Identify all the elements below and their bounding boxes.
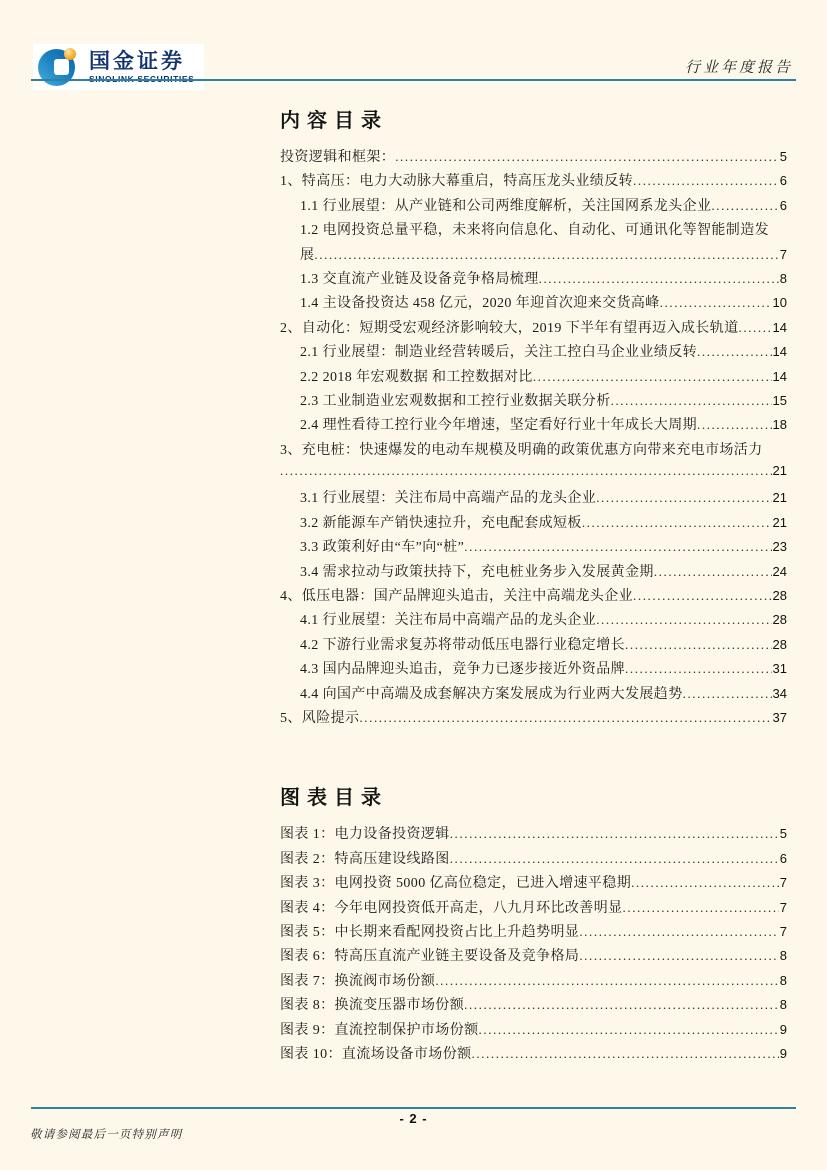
toc-entry — [280, 414, 787, 438]
toc-page-number: 9 — [779, 1021, 787, 1037]
toc-entry — [280, 512, 787, 536]
dot-leader — [611, 393, 772, 410]
toc-entry — [280, 317, 787, 341]
toc-entry-text: 4.1 行业展望：关注布局中高端产品的龙头企业 — [300, 613, 597, 629]
toc-page-number: 8 — [779, 948, 787, 964]
toc-entry — [280, 609, 787, 633]
toc-entry — [280, 945, 787, 969]
toc-list — [280, 146, 787, 731]
toc-entry — [280, 463, 787, 487]
toc-entry-text: 3.2 新能源车产销快速拉升，充电配套成短板 — [300, 515, 582, 531]
toc-entry-text: 图表 2：特高压建设线路图 — [280, 851, 450, 867]
toc-entry — [280, 366, 787, 390]
toc-entry-text: 图表 8：换流变压器市场份额 — [280, 998, 465, 1014]
toc-entry — [280, 658, 787, 682]
toc-page-number: 21 — [772, 514, 787, 530]
toc-entry-text: 图表 1：电力设备投资逻辑 — [280, 827, 450, 843]
dot-leader — [683, 686, 772, 703]
toc-page-number: 28 — [772, 588, 787, 604]
disclaimer-text: 敬请参阅最后一页特别声明 — [30, 1129, 183, 1141]
dot-leader — [697, 417, 772, 434]
toc-page-number: 23 — [772, 539, 787, 555]
toc-entry-text: 3.1 行业展望：关注布局中高端产品的龙头企业 — [300, 491, 597, 507]
toc-entry-text: 4.2 下游行业需求复苏将带动低压电器行业稳定增长 — [300, 637, 625, 653]
toc-page-number: 37 — [772, 709, 787, 725]
toc-entry — [280, 219, 787, 243]
figures-block — [280, 781, 787, 1067]
toc-entry — [280, 970, 787, 994]
toc-page-number: 8 — [779, 972, 787, 988]
dot-leader — [472, 1046, 779, 1063]
toc-title: 内容目录 — [280, 110, 388, 132]
dot-leader — [464, 997, 779, 1014]
page-number: - 2 - — [399, 1111, 428, 1126]
toc-entry — [280, 1019, 787, 1043]
toc-entry-text: 3、充电桩：快速爆发的电动车规模及明确的政策优惠方向带来充电市场活力 — [280, 442, 763, 458]
dot-leader — [654, 564, 772, 581]
dot-leader — [395, 149, 779, 166]
toc-page-number: 21 — [772, 490, 787, 506]
toc-page-number: 14 — [772, 368, 787, 384]
toc-entry-text: 1、特高压：电力大动脉大幕重启，特高压龙头业绩反转 — [280, 174, 633, 190]
toc-page-number: 6 — [779, 197, 787, 213]
toc-entry-text: 2.2 2018 年宏观数据 和工控数据对比 — [300, 369, 533, 385]
toc-page-number: 7 — [779, 875, 787, 891]
dot-leader — [711, 198, 778, 215]
toc-entry — [280, 872, 787, 896]
toc-entry-text: 图表 5：中长期来看配网投资占比上升趋势明显 — [280, 924, 580, 940]
dot-leader — [435, 973, 778, 990]
dot-leader — [464, 539, 771, 556]
toc-entry-text: 4.3 国内品牌迎头追击，竞争力已逐步接近外资品牌 — [300, 662, 625, 678]
figures-list — [280, 823, 787, 1067]
toc-entry — [280, 341, 787, 365]
dot-leader — [582, 515, 772, 532]
toc-page-number: 5 — [779, 149, 787, 164]
dot-leader — [539, 271, 779, 288]
toc-entry-text: 图表 3：电网投资 5000 亿高位稳定，已进入增速平稳期 — [280, 876, 632, 892]
toc-page-number: 24 — [772, 563, 787, 579]
toc-entry-text: 4.4 向国产中高端及成套解决方案发展成为行业两大发展趋势 — [300, 686, 683, 702]
toc-page-number: 31 — [772, 661, 787, 677]
dot-leader — [450, 851, 779, 868]
toc-page-number: 18 — [772, 417, 787, 433]
toc-entry — [280, 683, 787, 707]
toc-entry-text: 图表 4：今年电网投资低开高走，八九月环比改善明显 — [280, 900, 623, 916]
brand-name-cn: 国金证券 — [89, 49, 185, 74]
toc-entry — [280, 439, 787, 463]
dot-leader — [697, 344, 772, 361]
logo-notch-shape — [54, 59, 69, 75]
toc-page-number: 7 — [779, 899, 787, 915]
dot-leader — [660, 295, 772, 312]
toc-entry — [280, 244, 787, 268]
toc-entry-text: 1.4 主设备投资达 458 亿元，2020 年迎首次迎来交货高峰 — [300, 296, 660, 312]
toc-entry-text: 图表 10：直流场设备市场份额 — [280, 1046, 472, 1062]
toc-page-number: 28 — [772, 636, 787, 652]
content-column — [280, 104, 787, 1067]
toc-entry-text: 2.1 行业展望：制造业经营转暖后，关注工控白马企业业绩反转 — [300, 345, 697, 361]
toc-page-number: 8 — [779, 997, 787, 1013]
toc-entry — [280, 707, 787, 731]
toc-entry — [280, 292, 787, 316]
toc-page-number: 8 — [779, 270, 787, 286]
dot-leader — [596, 490, 771, 507]
toc-entry — [280, 848, 787, 872]
toc-page-number: 9 — [779, 1045, 787, 1061]
toc-entry — [280, 146, 787, 170]
toc-page-number: 14 — [772, 344, 787, 360]
toc-entry-text: 1.1 行业展望：从产业链和公司两维度解析，关注国网系龙头企业 — [300, 198, 712, 214]
footer-divider — [31, 1107, 796, 1109]
toc-entry — [280, 921, 787, 945]
toc-entry-text: 投资逻辑和框架： — [280, 150, 396, 165]
toc-entry — [280, 170, 787, 194]
toc-entry — [280, 390, 787, 414]
toc-page-number: 34 — [772, 685, 787, 701]
toc-page-number: 10 — [772, 295, 787, 311]
toc-page-number: 7 — [779, 923, 787, 939]
toc-entry — [280, 195, 787, 219]
toc-page-number: 14 — [772, 319, 787, 335]
toc-entry-text: 3.3 政策利好由“车”向“桩” — [300, 540, 465, 556]
dot-leader — [579, 924, 778, 941]
toc-entry-text: 图表 9：直流控制保护市场份额 — [280, 1022, 479, 1038]
toc-page-number: 21 — [772, 463, 787, 479]
toc-entry — [280, 1043, 787, 1067]
toc-entry-text: 1.2 电网投资总量平稳，未来将向信息化、自动化、可通讯化等智能制造发 — [300, 223, 769, 239]
toc-page-number: 7 — [779, 246, 787, 262]
toc-entry — [280, 561, 787, 585]
dot-leader — [633, 588, 772, 605]
toc-entry — [280, 634, 787, 658]
toc-entry — [280, 536, 787, 560]
brand-logo — [33, 44, 204, 90]
dot-leader — [450, 826, 779, 843]
toc-entry — [280, 268, 787, 292]
dot-leader — [596, 612, 771, 629]
dot-leader — [280, 463, 772, 480]
toc-entry-text: 图表 7：换流阀市场份额 — [280, 973, 436, 989]
dot-leader — [533, 369, 772, 386]
toc-entry-text: 4、低压电器：国产品牌迎头追击，关注中高端龙头企业 — [280, 589, 633, 605]
header-divider — [31, 79, 796, 81]
logo-gold-ball — [64, 48, 76, 60]
dot-leader — [623, 900, 779, 917]
toc-entry — [280, 897, 787, 921]
toc-entry-text: 5、风险提示 — [280, 710, 360, 726]
toc-entry — [280, 823, 787, 847]
dot-leader — [314, 247, 778, 264]
dot-leader — [739, 320, 772, 337]
toc-page-number: 6 — [779, 850, 787, 866]
toc-entry-text: 2、自动化：短期受宏观经济影响较大，2019 下半年有望再迈入成长轨道 — [280, 320, 739, 336]
figures-title: 图表目录 — [280, 787, 388, 810]
toc-page-number: 6 — [779, 173, 787, 189]
dot-leader — [633, 173, 779, 190]
toc-page-number: 28 — [772, 612, 787, 628]
toc-entry-text: 2.4 理性看待工控行业今年增速，坚定看好行业十年成长大周期 — [300, 418, 697, 434]
toc-entry — [280, 487, 787, 511]
toc-entry — [280, 585, 787, 609]
dot-leader — [625, 661, 772, 678]
toc-page-number: 5 — [779, 826, 787, 842]
toc-entry-text: 展 — [300, 247, 315, 263]
toc-entry-text: 2.3 工业制造业宏观数据和工控行业数据关联分析 — [300, 393, 611, 409]
dot-leader — [625, 637, 772, 654]
dot-leader — [579, 948, 778, 965]
dot-leader — [359, 710, 771, 727]
toc-entry-text: 1.3 交直流产业链及设备竞争格局梳理 — [300, 271, 539, 287]
toc-entry-text: 3.4 需求拉动与政策扶持下，充电桩业务步入发展黄金期 — [300, 564, 654, 580]
dot-leader — [479, 1022, 779, 1039]
toc-entry — [280, 994, 787, 1018]
report-type-label: 行业年度报告 — [684, 60, 793, 76]
toc-page-number: 15 — [772, 392, 787, 408]
toc-entry-text: 图表 6：特高压直流产业链主要设备及竞争格局 — [280, 949, 580, 965]
dot-leader — [631, 875, 779, 892]
